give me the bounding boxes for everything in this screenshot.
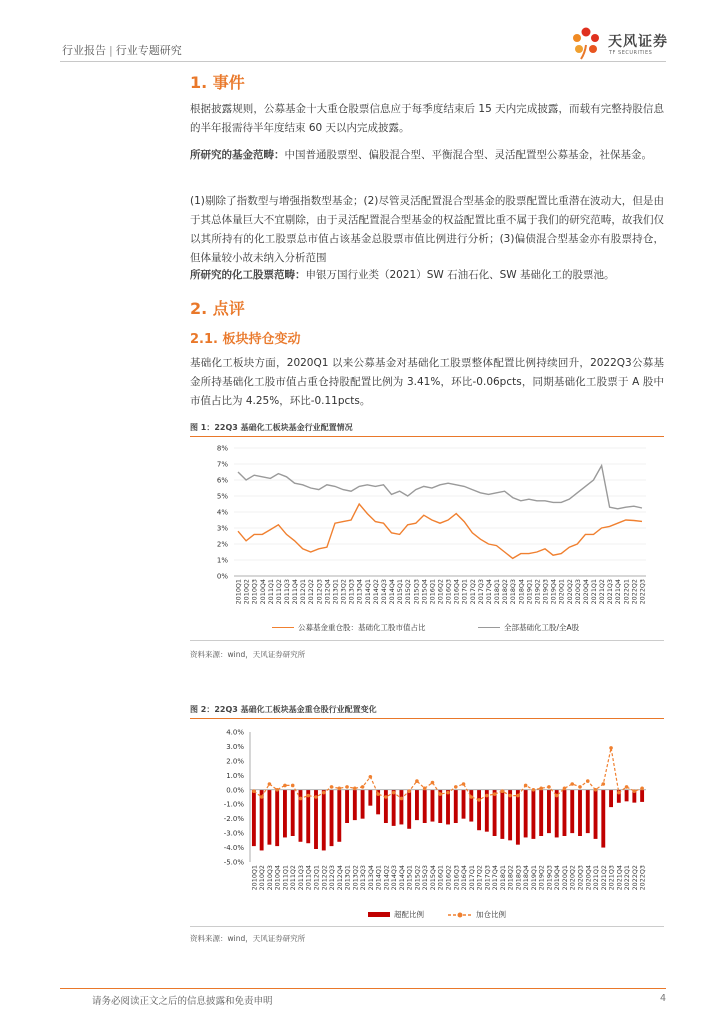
y-tick-label: 4.0% xyxy=(226,728,244,737)
point-increase xyxy=(275,788,279,792)
point-increase xyxy=(609,746,613,750)
x-tick-label: 2010Q2 xyxy=(242,579,251,605)
x-tick-label: 2020Q4 xyxy=(581,579,590,605)
x-tick-label: 2013Q3 xyxy=(347,579,356,605)
y-tick-label: 2.0% xyxy=(226,757,244,766)
paragraph-holdings-change: 基础化工板块方面，2020Q1 以来公募基金对基础化工股票整体配置比例持续回升，2022Q3公募基金所持基础化工股市值占重仓持股配置比例为 3.41%，环比-0.06pcts，同期基础化工股票于 A 股中市值占比为 4.25%，环比-0.11pcts。 xyxy=(190,357,664,407)
chart2-legend-increase xyxy=(448,909,506,920)
x-tick-label: 2019Q4 xyxy=(553,865,562,891)
bar-overweight xyxy=(500,790,504,839)
x-tick-label: 2020Q4 xyxy=(584,865,593,891)
point-increase xyxy=(539,787,543,791)
point-increase xyxy=(252,789,256,793)
point-increase xyxy=(469,795,473,799)
chart-allocation-change xyxy=(190,722,664,904)
x-tick-label: 2011Q3 xyxy=(283,579,292,605)
x-tick-label: 2012Q3 xyxy=(315,579,324,605)
x-tick-label: 2017Q4 xyxy=(491,865,500,891)
bar-overweight xyxy=(306,790,310,843)
x-tick-label: 2012Q4 xyxy=(323,579,332,605)
x-tick-label: 2016Q3 xyxy=(444,579,453,605)
point-increase xyxy=(392,791,396,795)
subsection-title-holdings: 2.1. 板块持仓变动 xyxy=(190,332,301,347)
point-increase xyxy=(617,791,621,795)
bar-overweight xyxy=(423,790,427,823)
stock-scope-text: 申银万国行业类（2021）SW 石油石化、SW 基础化工的股票池。 xyxy=(305,269,615,281)
y-tick-label: 2% xyxy=(216,540,228,549)
bar-overweight xyxy=(283,790,287,838)
bar-overweight xyxy=(462,790,466,819)
x-tick-label: 2022Q2 xyxy=(630,865,639,891)
y-tick-label: 5% xyxy=(216,492,228,501)
x-tick-label: 2022Q1 xyxy=(622,579,631,605)
bar-overweight xyxy=(252,790,256,846)
x-tick-label: 2021Q3 xyxy=(606,579,615,605)
point-increase xyxy=(438,792,442,796)
point-increase xyxy=(369,775,373,779)
x-tick-label: 2010Q3 xyxy=(250,579,259,605)
point-increase xyxy=(337,787,341,791)
point-increase xyxy=(516,794,520,798)
point-increase xyxy=(493,792,497,796)
point-increase xyxy=(345,785,349,789)
bar-overweight xyxy=(570,790,574,833)
x-tick-label: 2017Q3 xyxy=(476,579,485,605)
fund-scope-label: 所研究的基金范畴： xyxy=(190,149,285,161)
bar-overweight xyxy=(601,790,605,848)
x-tick-label: 2013Q4 xyxy=(355,579,364,605)
point-increase xyxy=(314,795,318,799)
x-tick-label: 2016Q1 xyxy=(428,579,437,605)
logo-flower-icon xyxy=(568,25,604,61)
x-tick-label: 2011Q3 xyxy=(296,865,305,891)
footer-disclaimer: 请务必阅读正文之后的信息披露和免责申明 xyxy=(92,996,273,1007)
y-tick-label: 1.0% xyxy=(226,771,244,780)
x-tick-label: 2015Q3 xyxy=(412,579,421,605)
bar-overweight xyxy=(640,790,644,802)
bar-overweight xyxy=(368,790,372,806)
report-category: 行业报告 xyxy=(62,44,106,57)
y-tick-label: 6% xyxy=(216,476,228,485)
x-tick-label: 2020Q3 xyxy=(576,865,585,891)
header-divider xyxy=(60,61,666,62)
bar-overweight xyxy=(345,790,349,823)
bar-overweight xyxy=(446,790,450,825)
point-increase xyxy=(524,784,528,788)
point-increase xyxy=(306,794,310,798)
x-tick-label: 2022Q2 xyxy=(630,579,639,605)
point-increase xyxy=(322,791,326,795)
x-tick-label: 2010Q4 xyxy=(258,579,267,605)
y-tick-label: -3.0% xyxy=(223,829,244,838)
x-tick-label: 2014Q4 xyxy=(397,865,406,891)
x-tick-label: 2018Q1 xyxy=(493,579,502,605)
point-increase xyxy=(508,794,512,798)
x-tick-label: 2021Q4 xyxy=(614,579,623,605)
y-tick-label: 3% xyxy=(216,524,228,533)
point-increase xyxy=(532,788,536,792)
bar-overweight xyxy=(578,790,582,836)
y-tick-label: 7% xyxy=(216,460,228,469)
x-tick-label: 2014Q1 xyxy=(374,865,383,891)
point-increase xyxy=(299,797,303,801)
x-tick-label: 2015Q4 xyxy=(420,579,429,605)
x-tick-label: 2021Q2 xyxy=(599,865,608,891)
point-increase xyxy=(625,785,629,789)
x-tick-label: 2018Q1 xyxy=(498,865,507,891)
point-increase xyxy=(594,788,598,792)
figure1-source: 资料来源：wind，天风证券研究所 xyxy=(190,650,306,659)
x-tick-label: 2016Q3 xyxy=(452,865,461,891)
x-tick-label: 2020Q2 xyxy=(568,865,577,891)
bar-overweight xyxy=(454,790,458,823)
x-tick-label: 2019Q3 xyxy=(545,865,554,891)
x-tick-label: 2010Q3 xyxy=(265,865,274,891)
logo-text-cn: 天风证券 xyxy=(608,34,668,50)
x-tick-label: 2015Q3 xyxy=(421,865,430,891)
figure2-title: 图 2：22Q3 基础化工板块基金重仓股行业配置变化 xyxy=(190,705,377,714)
chart2-legend-overweight xyxy=(368,909,424,920)
y-tick-label: 1% xyxy=(216,556,228,565)
x-tick-label: 2014Q3 xyxy=(390,865,399,891)
point-increase xyxy=(353,787,357,791)
point-increase xyxy=(291,784,295,788)
paragraph-exclusions: (1)剔除了指数型与增强指数型基金；(2)尽管灵活配置混合型基金的股票配置比重潜在波动大，但是由于其总体量巨大不宜剔除，由于灵活配置混合型基金的权益配置比重不属于我们的研究范畴，故我们仅以其所持有的化工股票总市值占该基金总股票市值比例进行分析；(3)偏债混合型基金亦有股票持仓，但体量较小故未纳入分析范围 xyxy=(190,195,664,264)
point-increase xyxy=(330,785,334,789)
y-tick-label: -5.0% xyxy=(223,858,244,867)
x-tick-label: 2010Q1 xyxy=(250,865,259,891)
bar-overweight xyxy=(353,790,357,820)
x-tick-label: 2018Q4 xyxy=(517,579,526,605)
point-increase xyxy=(563,787,567,791)
bar-overweight xyxy=(392,790,396,826)
section-title-event: 1. 事件 xyxy=(190,73,245,92)
point-increase xyxy=(586,779,590,783)
figure1-bottom-rule xyxy=(190,640,664,641)
x-tick-label: 2019Q4 xyxy=(549,579,558,605)
point-increase xyxy=(407,789,411,793)
x-tick-label: 2018Q2 xyxy=(506,865,515,891)
point-increase xyxy=(361,785,365,789)
x-tick-label: 2011Q4 xyxy=(291,579,300,605)
point-increase xyxy=(578,785,582,789)
point-increase xyxy=(640,787,644,791)
x-tick-label: 2021Q4 xyxy=(615,865,624,891)
point-increase xyxy=(570,782,574,786)
bar-overweight xyxy=(322,790,326,851)
x-tick-label: 2022Q1 xyxy=(623,865,632,891)
x-tick-label: 2017Q2 xyxy=(475,865,484,891)
point-increase xyxy=(446,791,450,795)
legend-label-overweight: 超配比例 xyxy=(394,910,424,919)
x-tick-label: 2021Q2 xyxy=(598,579,607,605)
x-tick-label: 2015Q2 xyxy=(404,579,413,605)
x-tick-label: 2017Q3 xyxy=(483,865,492,891)
x-tick-label: 2013Q4 xyxy=(366,865,375,891)
report-type xyxy=(62,42,182,58)
point-increase xyxy=(485,794,489,798)
bar-overweight xyxy=(399,790,403,825)
point-increase xyxy=(633,789,637,793)
x-tick-label: 2015Q2 xyxy=(413,865,422,891)
bar-overweight xyxy=(330,790,334,846)
point-increase xyxy=(268,782,272,786)
legend-swatch-gray-line xyxy=(478,627,500,628)
bar-overweight xyxy=(508,790,512,841)
bar-overweight xyxy=(275,790,279,846)
x-tick-label: 2016Q4 xyxy=(452,579,461,605)
x-tick-label: 2012Q1 xyxy=(299,579,308,605)
bar-overweight xyxy=(625,790,629,802)
legend-label-increase: 加仓比例 xyxy=(476,910,506,919)
x-tick-label: 2021Q3 xyxy=(607,865,616,891)
bar-overweight xyxy=(563,790,567,836)
paragraph-disclosure: 根据披露规则，公募基金十大重仓股票信息应于每季度结束后 15 天内完成披露，而载有完整持股信息的半年报需待半年度结束 60 天以内完成披露。 xyxy=(190,103,664,134)
y-tick-label: -1.0% xyxy=(223,800,244,809)
x-tick-label: 2019Q1 xyxy=(525,579,534,605)
chart-fund-allocation xyxy=(190,440,664,632)
bar-overweight xyxy=(291,790,295,836)
x-tick-label: 2017Q1 xyxy=(460,579,469,605)
y-tick-label: -4.0% xyxy=(223,844,244,853)
x-tick-label: 2014Q4 xyxy=(388,579,397,605)
x-tick-label: 2018Q4 xyxy=(522,865,531,891)
figure1-title: 图 1：22Q3 基础化工板块基金行业配置情况 xyxy=(190,423,353,432)
x-tick-label: 2020Q3 xyxy=(573,579,582,605)
bar-overweight xyxy=(586,790,590,833)
fund-scope-text: 中国普通股票型、偏股混合型、平衡混合型、灵活配置型公募基金，社保基金。 xyxy=(284,149,652,161)
bar-overweight xyxy=(361,790,365,819)
footer-divider xyxy=(60,988,666,989)
point-increase xyxy=(384,795,388,799)
bar-overweight xyxy=(407,790,411,829)
x-tick-label: 2017Q1 xyxy=(467,865,476,891)
x-tick-label: 2011Q1 xyxy=(266,579,275,605)
point-increase xyxy=(501,789,505,793)
x-tick-label: 2020Q1 xyxy=(557,579,566,605)
x-tick-label: 2016Q4 xyxy=(460,865,469,891)
y-tick-label: 3.0% xyxy=(226,742,244,751)
x-tick-label: 2019Q3 xyxy=(541,579,550,605)
x-tick-label: 2013Q1 xyxy=(331,579,340,605)
point-increase xyxy=(376,792,380,796)
x-tick-label: 2014Q3 xyxy=(379,579,388,605)
x-tick-label: 2010Q2 xyxy=(258,865,267,891)
legend-label-all: 全部基础化工股/全A股 xyxy=(504,623,580,632)
x-tick-label: 2014Q2 xyxy=(371,579,380,605)
figure2-top-rule xyxy=(190,718,664,719)
point-increase xyxy=(431,781,435,785)
x-tick-label: 2019Q1 xyxy=(529,865,538,891)
point-increase xyxy=(400,797,404,801)
point-increase xyxy=(477,798,481,802)
x-tick-label: 2013Q2 xyxy=(351,865,360,891)
y-tick-label: 8% xyxy=(216,444,228,453)
figure2-bottom-rule xyxy=(190,926,664,927)
x-tick-label: 2017Q4 xyxy=(484,579,493,605)
legend-swatch-red-bar xyxy=(368,912,390,917)
point-increase xyxy=(462,782,466,786)
x-tick-label: 2012Q2 xyxy=(307,579,316,605)
x-tick-label: 2011Q2 xyxy=(289,865,298,891)
x-tick-label: 2019Q2 xyxy=(533,579,542,605)
x-tick-label: 2012Q3 xyxy=(328,865,337,891)
x-tick-label: 2012Q4 xyxy=(335,865,344,891)
bar-overweight xyxy=(477,790,481,830)
y-tick-label: -2.0% xyxy=(223,815,244,824)
section-title-comment: 2. 点评 xyxy=(190,299,245,318)
bar-overweight xyxy=(415,790,419,820)
x-tick-label: 2013Q1 xyxy=(343,865,352,891)
x-tick-label: 2021Q1 xyxy=(592,865,601,891)
x-tick-label: 2012Q2 xyxy=(320,865,329,891)
x-tick-label: 2019Q2 xyxy=(537,865,546,891)
bar-overweight xyxy=(594,790,598,839)
chart1-legend-fund xyxy=(272,622,426,633)
x-tick-label: 2017Q2 xyxy=(468,579,477,605)
paragraph-stock-scope xyxy=(190,266,664,285)
logo-text-en: TF SECURITIES xyxy=(609,50,653,56)
x-tick-label: 2015Q4 xyxy=(428,865,437,891)
x-tick-label: 2014Q1 xyxy=(363,579,372,605)
figure2-source: 资料来源：wind，天风证券研究所 xyxy=(190,934,306,943)
y-tick-label: 0% xyxy=(216,572,228,581)
legend-swatch-orange-line xyxy=(272,627,294,628)
x-tick-label: 2022Q3 xyxy=(638,865,647,891)
bar-overweight xyxy=(384,790,388,823)
series-line-all-chem xyxy=(238,466,642,509)
bar-overweight xyxy=(524,790,528,838)
company-logo xyxy=(568,25,668,61)
x-tick-label: 2018Q3 xyxy=(509,579,518,605)
header-separator: | xyxy=(109,44,113,57)
legend-label-fund: 公募基金重仓股：基础化工股市值占比 xyxy=(298,623,426,632)
point-increase xyxy=(423,787,427,791)
figure1-top-rule xyxy=(190,436,664,437)
x-tick-label: 2013Q2 xyxy=(339,579,348,605)
bar-overweight xyxy=(267,790,271,845)
bar-overweight xyxy=(516,790,520,845)
x-tick-label: 2010Q1 xyxy=(234,579,243,605)
point-increase xyxy=(260,795,264,799)
x-tick-label: 2022Q3 xyxy=(638,579,647,605)
point-increase xyxy=(415,779,419,783)
bar-overweight xyxy=(609,790,613,807)
x-tick-label: 2016Q2 xyxy=(444,865,453,891)
x-tick-label: 2016Q1 xyxy=(436,865,445,891)
point-increase xyxy=(283,784,287,788)
bar-overweight xyxy=(531,790,535,839)
x-tick-label: 2018Q3 xyxy=(514,865,523,891)
x-tick-label: 2014Q2 xyxy=(382,865,391,891)
x-tick-label: 2013Q3 xyxy=(359,865,368,891)
x-tick-label: 2015Q1 xyxy=(405,865,414,891)
page-number: 4 xyxy=(659,993,666,1004)
y-tick-label: 4% xyxy=(216,508,228,517)
x-tick-label: 2016Q2 xyxy=(436,579,445,605)
point-increase xyxy=(547,785,551,789)
point-increase xyxy=(555,794,559,798)
bar-overweight xyxy=(493,790,497,836)
x-tick-label: 2020Q2 xyxy=(565,579,574,605)
bar-overweight xyxy=(539,790,543,836)
legend-swatch-dashed-marker xyxy=(448,911,472,919)
x-tick-label: 2011Q2 xyxy=(274,579,283,605)
x-tick-label: 2011Q1 xyxy=(281,865,290,891)
x-tick-label: 2010Q4 xyxy=(273,865,282,891)
bar-overweight xyxy=(337,790,341,842)
chart1-legend-all xyxy=(478,622,579,633)
y-tick-label: 0.0% xyxy=(226,786,244,795)
x-tick-label: 2015Q1 xyxy=(396,579,405,605)
bar-overweight xyxy=(260,790,264,851)
x-tick-label: 2012Q1 xyxy=(312,865,321,891)
paragraph-fund-scope xyxy=(190,146,664,165)
x-tick-label: 2020Q1 xyxy=(560,865,569,891)
report-subcategory: 行业专题研究 xyxy=(115,44,182,57)
x-tick-label: 2018Q2 xyxy=(501,579,510,605)
bar-overweight xyxy=(547,790,551,833)
bar-overweight xyxy=(431,790,435,822)
stock-scope-label: 所研究的化工股票范畴： xyxy=(190,269,306,281)
point-increase xyxy=(454,785,458,789)
point-increase xyxy=(601,782,605,786)
x-tick-label: 2021Q1 xyxy=(589,579,598,605)
x-tick-label: 2011Q4 xyxy=(304,865,313,891)
